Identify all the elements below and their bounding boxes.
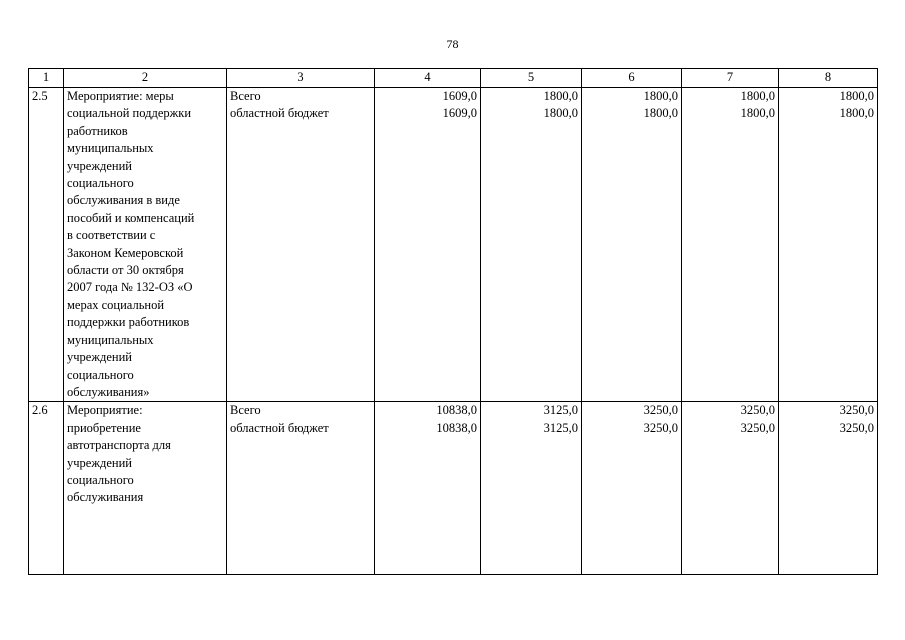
column-header: 2 [64, 69, 227, 88]
value-cell [582, 88, 682, 402]
value-total: 1609,0 [442, 89, 477, 103]
value-regional: 3250,0 [643, 420, 678, 435]
column-header: 3 [227, 69, 375, 88]
value-regional: 1800,0 [543, 106, 578, 121]
value-cell [682, 402, 779, 575]
value-total: 3125,0 [543, 403, 578, 418]
source-regional-budget: областной бюджет [230, 420, 329, 435]
value-cell [582, 402, 682, 575]
column-header: 6 [582, 69, 682, 88]
value-regional: 1800,0 [839, 106, 874, 121]
funding-table [28, 68, 878, 575]
value-cell [779, 88, 878, 402]
value-total: 1800,0 [643, 89, 678, 103]
measure-title-text: Мероприятие: приобретение автотранспорта для учреждений социального обслуживания [67, 403, 171, 505]
measure-title-text: Мероприятие: меры социальной поддержки работников муниципальных учреждений социального обслуживания в виде пособий и компенсаций в соответствии с Законом Кемеровской области от 30 октября 2007 года № 132-ОЗ «О мерах социальной поддержки работников муниципальных учреждений социального обслуживания» [67, 89, 195, 399]
funding-source [227, 402, 375, 575]
value-total: 1800,0 [839, 89, 874, 103]
value-regional: 1609,0 [442, 106, 477, 121]
row-number: 2.5 [29, 88, 64, 402]
source-regional-budget: областной бюджет [230, 106, 329, 121]
value-cell [481, 402, 582, 575]
value-total: 10838,0 [436, 403, 477, 418]
value-regional: 10838,0 [436, 420, 477, 435]
value-cell [682, 88, 779, 402]
value-regional: 1800,0 [740, 106, 775, 121]
column-header: 5 [481, 69, 582, 88]
column-header: 7 [682, 69, 779, 88]
table-row [29, 402, 878, 575]
table-header-row [29, 69, 878, 88]
value-total: 1800,0 [543, 89, 578, 103]
column-header: 1 [29, 69, 64, 88]
value-regional: 3125,0 [543, 420, 578, 435]
value-cell [375, 402, 481, 575]
row-number: 2.6 [29, 402, 64, 575]
source-total: Всего [230, 89, 261, 103]
value-total: 3250,0 [839, 403, 874, 418]
value-total: 3250,0 [740, 403, 775, 418]
table-row [29, 88, 878, 402]
measure-title [64, 88, 227, 402]
source-total: Всего [230, 403, 261, 418]
value-regional: 3250,0 [740, 420, 775, 435]
column-header: 4 [375, 69, 481, 88]
funding-source [227, 88, 375, 402]
value-cell [481, 88, 582, 402]
column-header: 8 [779, 69, 878, 88]
value-total: 3250,0 [643, 403, 678, 418]
value-regional: 1800,0 [643, 106, 678, 121]
value-regional: 3250,0 [839, 420, 874, 435]
value-cell [779, 402, 878, 575]
value-cell [375, 88, 481, 402]
measure-title [64, 402, 227, 575]
page-number: 78 [446, 37, 459, 51]
value-total: 1800,0 [740, 89, 775, 103]
